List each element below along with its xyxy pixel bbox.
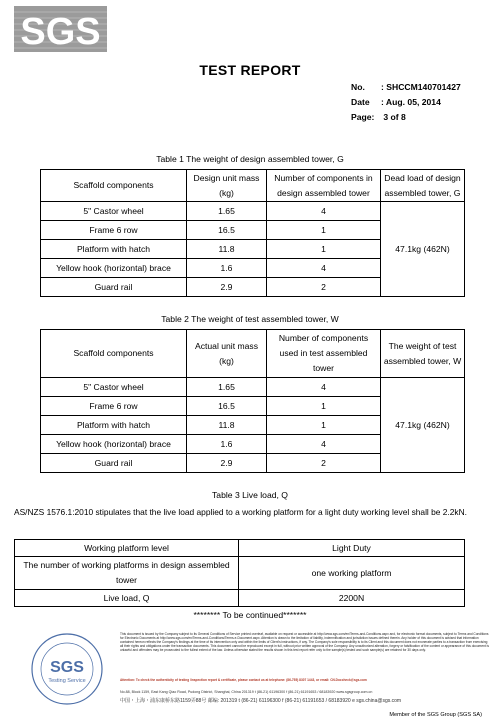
report-number: No. : SHCCM140701427 bbox=[351, 82, 461, 92]
table-cell: Guard rail bbox=[41, 454, 187, 473]
table2-header: The weight of test assembled tower, W bbox=[381, 330, 465, 378]
table-cell: 2200N bbox=[239, 590, 465, 607]
table-row bbox=[41, 378, 465, 397]
svg-text:Testing Service: Testing Service bbox=[48, 678, 86, 684]
table1-header: Dead load of design assembled tower, G bbox=[381, 170, 465, 202]
table3-caption: Table 3 Live load, Q bbox=[212, 490, 288, 500]
table-cell: 1.65 bbox=[187, 378, 267, 397]
table-cell: 1 bbox=[267, 397, 381, 416]
table-cell: 2.9 bbox=[187, 278, 267, 297]
table1-header: Number of components in design assembled tower bbox=[267, 170, 381, 202]
table-cell: Light Duty bbox=[239, 540, 465, 557]
table-row bbox=[15, 557, 465, 590]
footer-attention: Attention: To check the authenticity of testing /inspection report & certificate, please contact us at telephone: (86-755) 8307 1443, or email: CN.Doccheck@sgs.com bbox=[120, 678, 367, 682]
table-cell: 16.5 bbox=[187, 221, 267, 240]
table-cell: one working platform bbox=[239, 557, 465, 590]
table-cell: 2 bbox=[267, 454, 381, 473]
table1-total: 47.1kg (462N) bbox=[381, 202, 465, 297]
footer-address-cn: 中国・上海・浦东康桥东路1159弄88号 邮编: 201319 t (86-21) 61196300 f (86-21) 61191653 / 68183920 e sgs.china@sgs.com bbox=[120, 698, 402, 704]
table-cell: 4 bbox=[267, 378, 381, 397]
page-number: Page: 3 of 8 bbox=[351, 112, 406, 122]
sgs-logo bbox=[14, 6, 107, 52]
table-cell: 1.6 bbox=[187, 259, 267, 278]
table-cell: 1 bbox=[267, 221, 381, 240]
table2 bbox=[40, 329, 465, 473]
table-cell: 1.65 bbox=[187, 202, 267, 221]
table-cell: 2.9 bbox=[187, 454, 267, 473]
table2-total: 47.1kg (462N) bbox=[381, 378, 465, 473]
table2-header: Scaffold components bbox=[41, 330, 187, 378]
table-cell: Yellow hook (horizontal) brace bbox=[41, 259, 187, 278]
table-cell: 1.6 bbox=[187, 435, 267, 454]
footer-address: No.88, Block 1159, East Kang Qiao Road, Pudong District, Shanghai, China 201319 t (86-21) 61196300 f (86-21) 61191653 / 68183920 www.sgsgroup.com.cn bbox=[120, 690, 373, 694]
table-cell: Working platform level bbox=[15, 540, 239, 557]
table-cell: Yellow hook (horizontal) brace bbox=[41, 435, 187, 454]
footer-disclaimer: This document is issued by the Company subject to its General Conditions of Service printed overleaf, available on request or accessible at http://www.sgs.com/en/Terms-and-Conditions.aspx and, for electronic format documents, subject to Terms and Conditions for Electronic Documents at http://www.sgs.com/en/Terms-and-Conditions/Terms-e-Document.aspx. Attention is drawn to the limitation of liability, indemnification and jurisdiction issues defined therein. Any holder of this document is advised that information contained hereon reflects the Company's findings at the time of its intervention only and within the limits of Client's instructions, if any. The Company's sole responsibility is to its Client and this document does not exonerate parties to a transaction from exercising all their rights and obligations under the transaction documents. This document cannot be reproduced except in full, without prior written approval of the Company. Any unauthorized alteration, forgery or falsification of the content or appearance of this document is unlawful and offenders may be prosecuted to the fullest extent of the law. Unless otherwise stated the results shown in this test report refer only to the sample(s) tested and such sample(s) are retained for 30 days only. bbox=[120, 632, 489, 653]
table2-caption: Table 2 The weight of test assembled tower, W bbox=[161, 314, 339, 324]
sgs-group-member: Member of the SGS Group (SGS SA) bbox=[389, 712, 482, 718]
table-cell: 5" Castor wheel bbox=[41, 202, 187, 221]
table1 bbox=[40, 169, 465, 297]
table2-header: Actual unit mass (kg) bbox=[187, 330, 267, 378]
table-cell: Platform with hatch bbox=[41, 416, 187, 435]
table-cell: 11.8 bbox=[187, 240, 267, 259]
table-cell: 2 bbox=[267, 278, 381, 297]
testing-service-stamp bbox=[30, 632, 104, 706]
report-date: Date : Aug. 05, 2014 bbox=[351, 97, 441, 107]
table1-caption: Table 1 The weight of design assembled tower, G bbox=[156, 154, 344, 164]
table-cell: 4 bbox=[267, 202, 381, 221]
table-row bbox=[15, 590, 465, 607]
svg-text:SGS: SGS bbox=[20, 11, 101, 52]
svg-text:SGS: SGS bbox=[50, 659, 84, 676]
table-cell: Frame 6 row bbox=[41, 221, 187, 240]
to-be-continued: ******** To be continued******* bbox=[193, 610, 307, 620]
table3 bbox=[14, 539, 465, 607]
table-cell: The number of working platforms in design assembled tower bbox=[15, 557, 239, 590]
table1-header: Design unit mass (kg) bbox=[187, 170, 267, 202]
page-title: TEST REPORT bbox=[199, 62, 301, 78]
table-cell: 1 bbox=[267, 416, 381, 435]
table-cell: Platform with hatch bbox=[41, 240, 187, 259]
table-cell: 4 bbox=[267, 259, 381, 278]
table-row bbox=[41, 202, 465, 221]
table-cell: Live load, Q bbox=[15, 590, 239, 607]
table-row bbox=[15, 540, 465, 557]
table2-header: Number of components used in test assembled tower bbox=[267, 330, 381, 378]
live-load-paragraph: AS/NZS 1576.1:2010 stipulates that the live load applied to a working platform for a light duty working level shall be 2.2kN. bbox=[14, 507, 467, 517]
table-cell: 16.5 bbox=[187, 397, 267, 416]
table-cell: Frame 6 row bbox=[41, 397, 187, 416]
table-cell: Guard rail bbox=[41, 278, 187, 297]
table-cell: 4 bbox=[267, 435, 381, 454]
table-cell: 1 bbox=[267, 240, 381, 259]
table-cell: 5" Castor wheel bbox=[41, 378, 187, 397]
table1-header: Scaffold components bbox=[41, 170, 187, 202]
table-cell: 11.8 bbox=[187, 416, 267, 435]
